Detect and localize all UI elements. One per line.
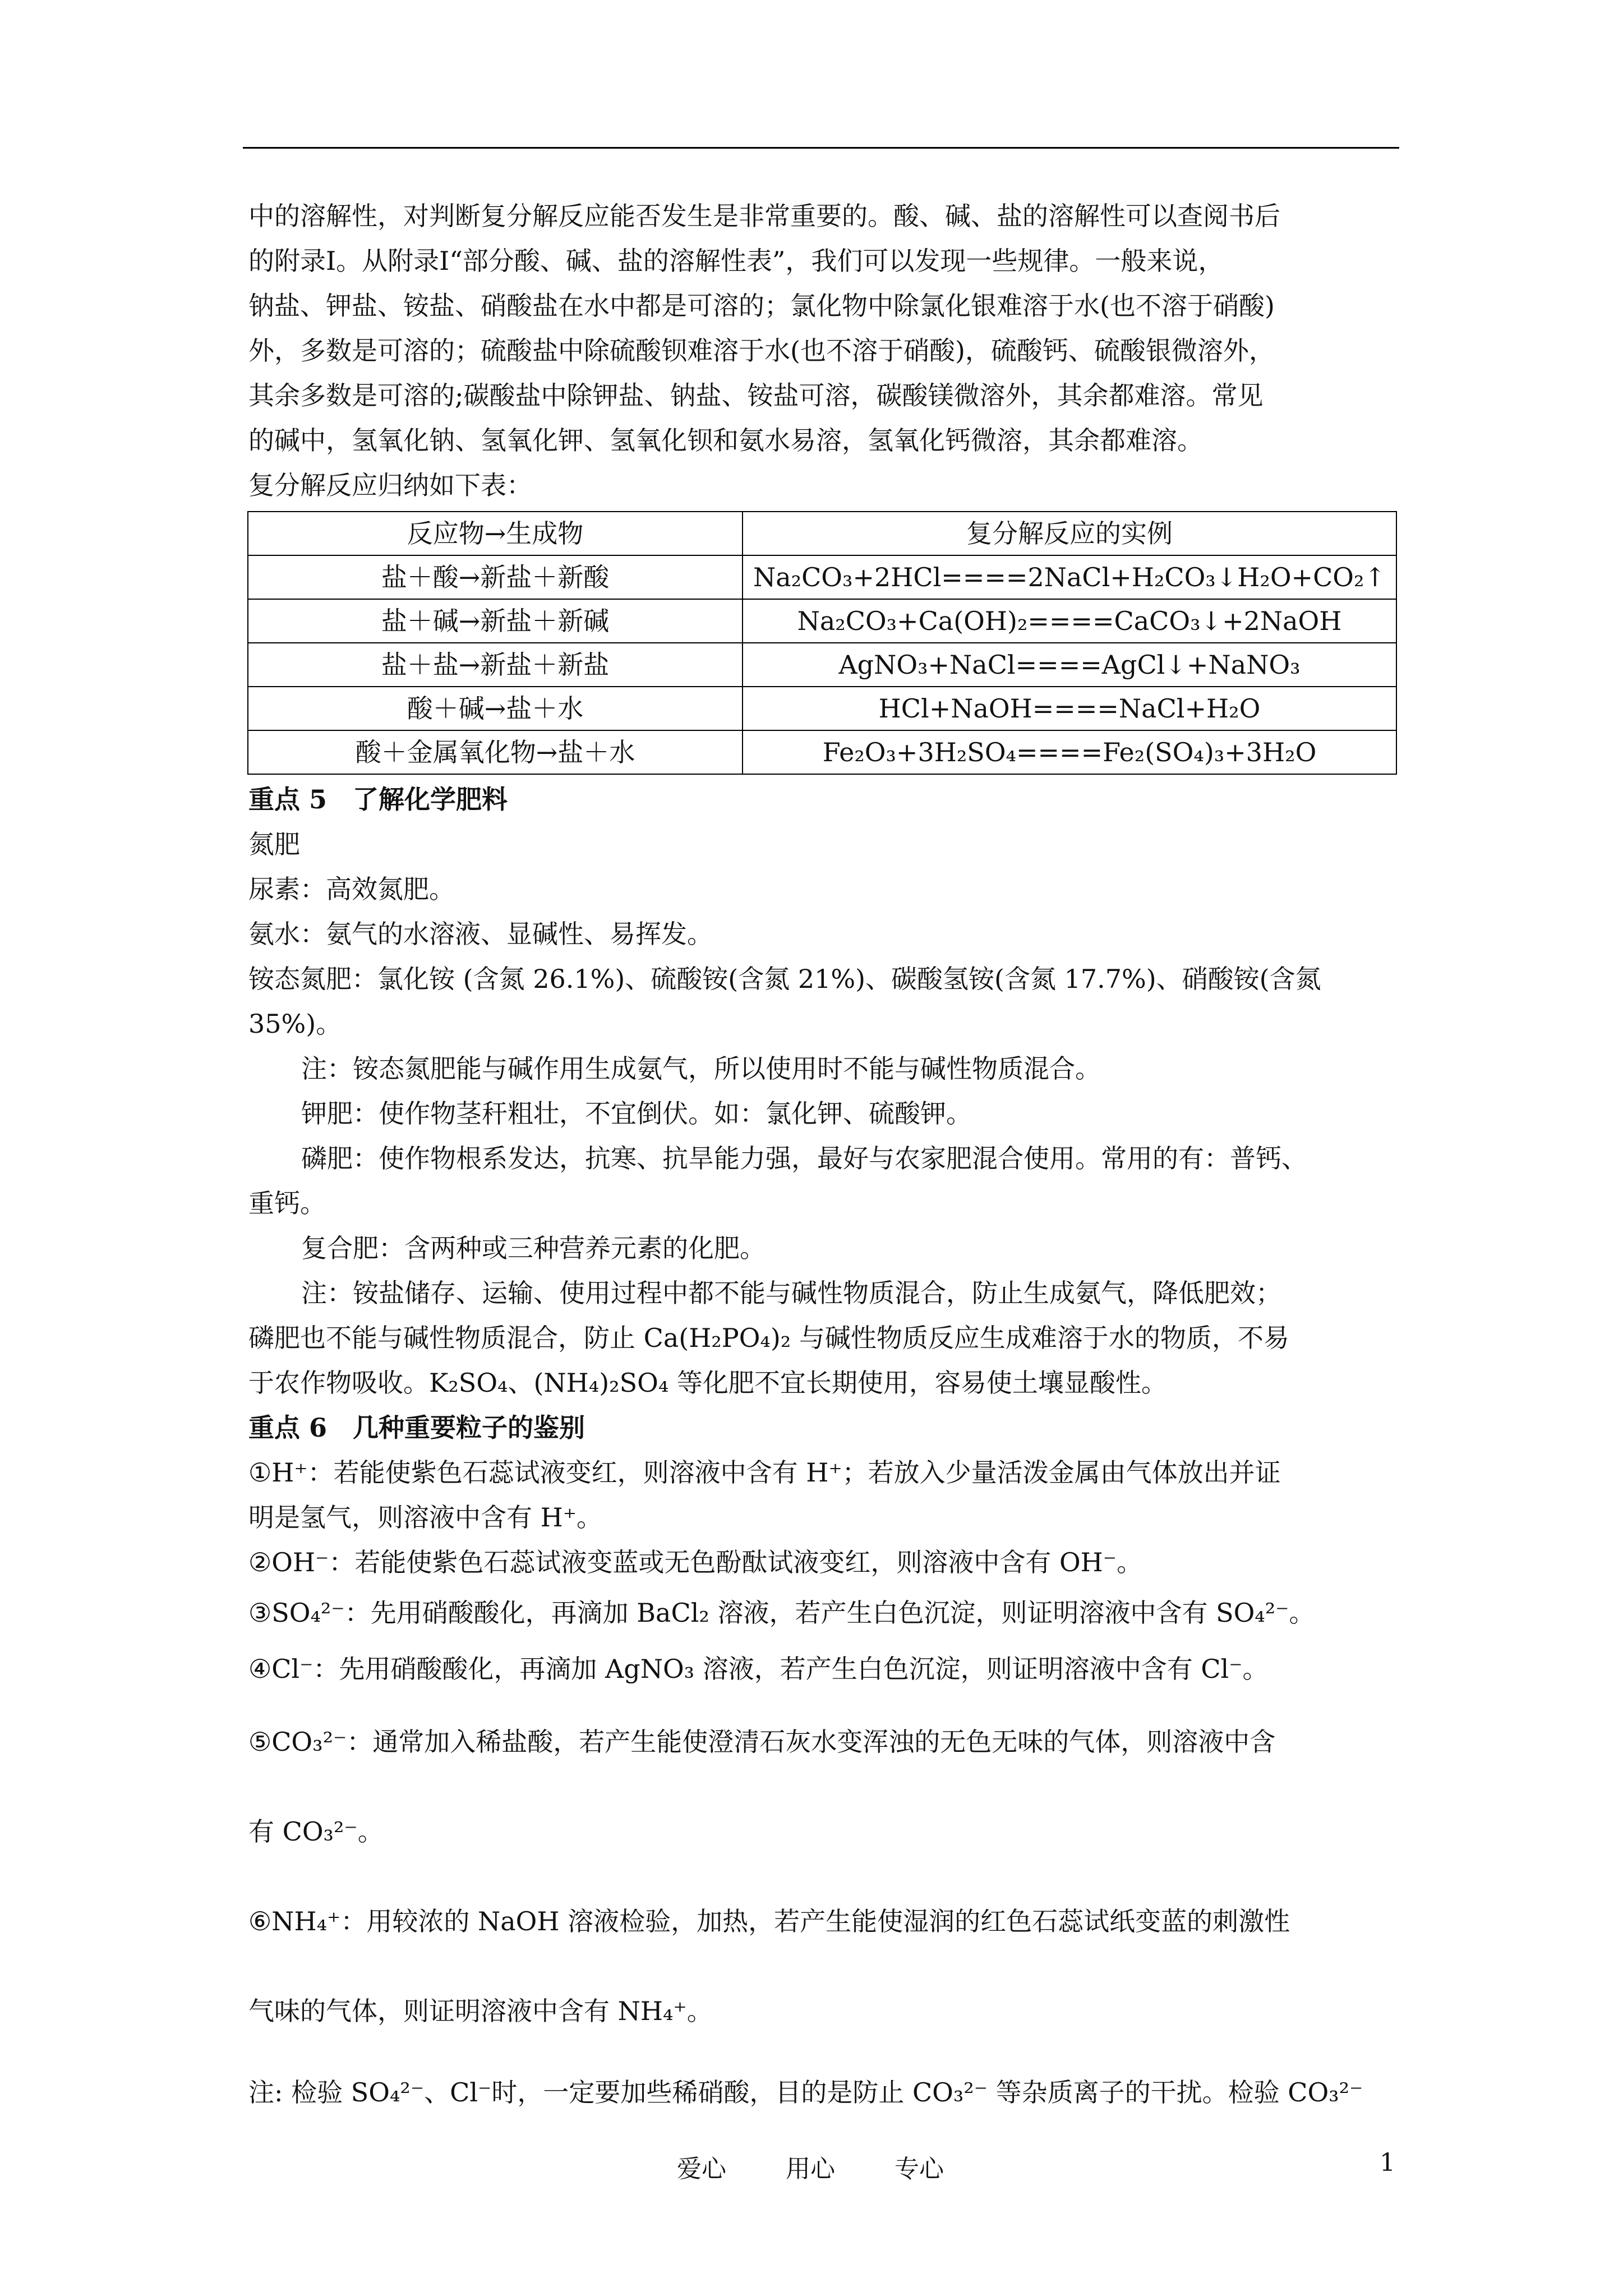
section-heading: 重点 5 了解化学肥料	[248, 784, 508, 815]
table-row	[248, 555, 1396, 599]
footer-word: 专心	[895, 2155, 944, 2183]
section-line: 铵态氮肥：氯化铵 (含氮 26.1%)、硫酸铵(含氮 21%)、碳酸氢铵(含氮 17.7%)、硝酸铵(含氮	[248, 964, 1321, 994]
reaction-table	[247, 511, 1397, 775]
section-heading: 重点 6 几种重要粒子的鉴别	[248, 1412, 585, 1443]
table-header-cell: 反应物→生成物	[248, 512, 743, 555]
section-line: 重钙。	[248, 1188, 326, 1218]
footer-word: 爱心	[677, 2155, 726, 2183]
ion-test-line: ③SO₄²⁻：先用硝酸酸化，再滴加 BaCl₂ 溶液，若产生白色沉淀，则证明溶液中含有 SO₄²⁻。	[248, 1598, 1315, 1628]
section-line: 注：铵态氮肥能与碱作用生成氨气，所以使用时不能与碱性物质混合。	[301, 1053, 1101, 1084]
section-line: 磷肥：使作物根系发达，抗寒、抗旱能力强，最好与农家肥混合使用。常用的有：普钙、	[301, 1143, 1307, 1174]
reaction-type-cell: 盐＋酸→新盐＋新酸	[248, 555, 743, 599]
ion-test-line: ⑥NH₄⁺：用较浓的 NaOH 溶液检验，加热，若产生能使湿润的红色石蕊试纸变蓝的刺激性	[248, 1906, 1290, 1936]
reaction-type-cell: 酸＋金属氧化物→盐＋水	[248, 730, 743, 774]
reaction-type-cell: 盐＋碱→新盐＋新碱	[248, 599, 743, 643]
footer-motto	[677, 2148, 995, 2184]
footer-word: 用心	[786, 2155, 835, 2183]
table-row	[248, 730, 1396, 774]
table-row	[248, 643, 1396, 687]
section-line: 35%)。	[248, 1009, 342, 1039]
ion-test-line: 气味的气体，则证明溶液中含有 NH₄⁺。	[248, 1996, 713, 2026]
intro-line: 钠盐、钾盐、铵盐、硝酸盐在水中都是可溶的；氯化物中除氯化银难溶于水(也不溶于硝酸)	[248, 291, 1275, 321]
ion-test-line: ⑤CO₃²⁻：通常加入稀盐酸，若产生能使澄清石灰水变浑浊的无色无味的气体，则溶液中含	[248, 1727, 1276, 1757]
intro-line: 其余多数是可溶的;碳酸盐中除钾盐、钠盐、铵盐可溶，碳酸镁微溶外，其余都难溶。常见	[248, 380, 1264, 411]
section-line: 钾肥：使作物茎秆粗壮，不宜倒伏。如：氯化钾、硫酸钾。	[301, 1098, 972, 1129]
intro-line: 的附录Ⅰ。从附录Ⅰ“部分酸、碱、盐的溶解性表”，我们可以发现一些规律。一般来说，	[248, 246, 1224, 276]
reaction-example-cell: Na₂CO₃+Ca(OH)₂====CaCO₃↓+2NaOH	[743, 599, 1396, 643]
reaction-example-cell: Fe₂O₃+3H₂SO₄====Fe₂(SO₄)₃+3H₂O	[743, 730, 1396, 774]
table-row	[248, 687, 1396, 730]
section-line: 尿素：高效氮肥。	[248, 874, 455, 904]
ion-test-line: ②OH⁻：若能使紫色石蕊试液变蓝或无色酚酞试液变红，则溶液中含有 OH⁻。	[248, 1547, 1143, 1577]
section-line: 于农作物吸收。K₂SO₄、(NH₄)₂SO₄ 等化肥不宜长期使用，容易使土壤显酸性。	[248, 1368, 1167, 1398]
page-number: 1	[1380, 2148, 1395, 2177]
table-header-row	[248, 512, 1396, 555]
ion-test-line: ①H⁺：若能使紫色石蕊试液变红，则溶液中含有 H⁺；若放入少量活泼金属由气体放出并证	[248, 1457, 1281, 1488]
section-line: 氨水：氨气的水溶液、显碱性、易挥发。	[248, 919, 713, 949]
ion-test-line: ④Cl⁻：先用硝酸酸化，再滴加 AgNO₃ 溶液，若产生白色沉淀，则证明溶液中含有 Cl⁻。	[248, 1654, 1269, 1684]
section-line: 注：铵盐储存、运输、使用过程中都不能与碱性物质混合，防止生成氨气，降低肥效；	[301, 1278, 1281, 1308]
ion-test-line: 有 CO₃²⁻。	[248, 1816, 384, 1847]
table-header-cell: 复分解反应的实例	[743, 512, 1396, 555]
section-line: 磷肥也不能与碱性物质混合，防止 Ca(H₂PO₄)₂ 与碱性物质反应生成难溶于水的物质，不易	[248, 1323, 1289, 1353]
section-line: 复合肥：含两种或三种营养元素的化肥。	[301, 1233, 766, 1263]
reaction-type-cell: 酸＋碱→盐＋水	[248, 687, 743, 730]
header-rule	[243, 147, 1399, 149]
intro-line: 外，多数是可溶的；硫酸盐中除硫酸钡难溶于水(也不溶于硝酸)，硫酸钙、硫酸银微溶外，	[248, 335, 1275, 366]
ion-test-line: 注: 检验 SO₄²⁻、Cl⁻时，一定要加些稀硝酸，目的是防止 CO₃²⁻ 等杂质离子的干扰。检验 CO₃²⁻	[248, 2077, 1363, 2108]
reaction-example-cell: HCl+NaOH====NaCl+H₂O	[743, 687, 1396, 730]
reaction-type-cell: 盐＋盐→新盐＋新盐	[248, 643, 743, 687]
reaction-example-cell: Na₂CO₃+2HCl====2NaCl+H₂CO₃↓H₂O+CO₂↑	[743, 555, 1396, 599]
ion-test-line: 明是氢气，则溶液中含有 H⁺。	[248, 1502, 603, 1533]
table-row	[248, 599, 1396, 643]
intro-line: 的碱中，氢氧化钠、氢氧化钾、氢氧化钡和氨水易溶，氢氧化钙微溶，其余都难溶。	[248, 425, 1203, 455]
section-line: 氮肥	[248, 829, 300, 859]
document-body	[248, 194, 1399, 2129]
intro-line: 中的溶解性，对判断复分解反应能否发生是非常重要的。酸、碱、盐的溶解性可以查阅书后	[248, 201, 1280, 231]
reaction-example-cell: AgNO₃+NaCl====AgCl↓+NaNO₃	[743, 643, 1396, 687]
table-caption: 复分解反应归纳如下表：	[248, 470, 532, 500]
